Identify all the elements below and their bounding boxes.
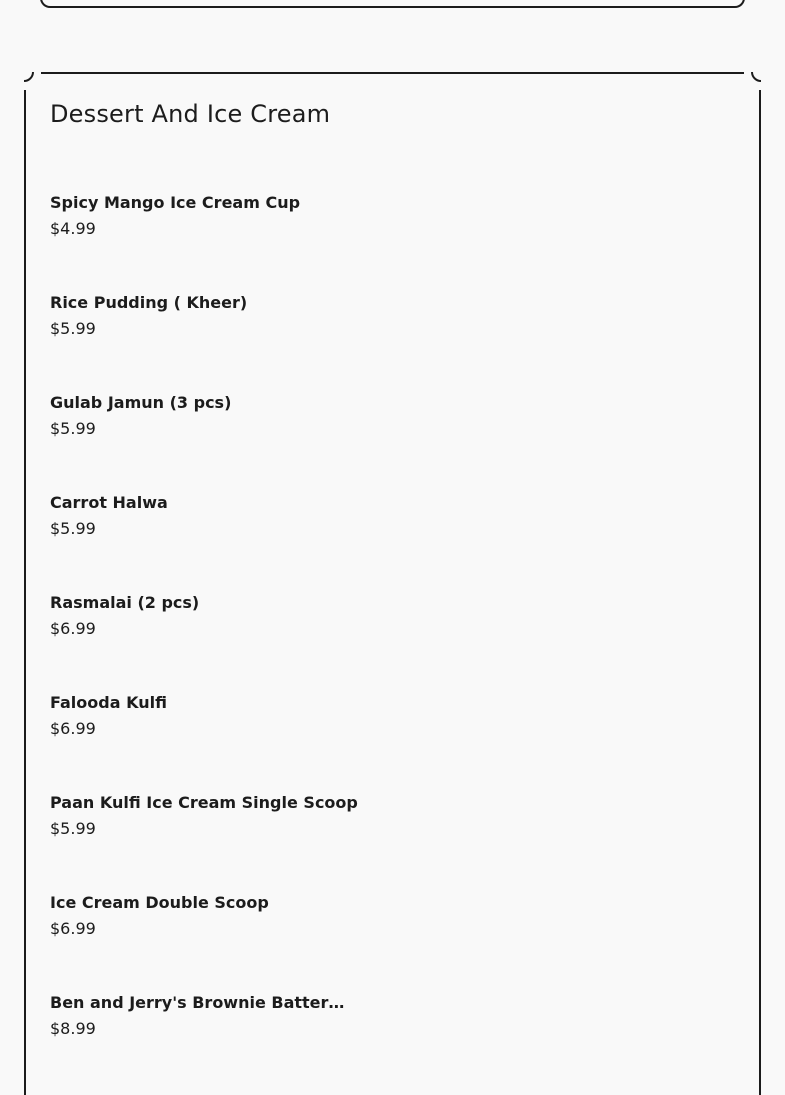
menu-item[interactable]: [50, 392, 730, 492]
dessert-section-card: [24, 72, 761, 1095]
item-name: Carrot Halwa: [50, 493, 168, 512]
item-price: $5.99: [50, 319, 96, 338]
item-price: $6.99: [50, 719, 96, 738]
menu-item[interactable]: [50, 292, 730, 392]
item-price: $6.99: [50, 919, 96, 938]
item-name: Ben and Jerry's Brownie Batter…: [50, 993, 345, 1012]
item-name: Ice Cream Double Scoop: [50, 893, 269, 912]
item-price: $5.99: [50, 819, 96, 838]
card-top-border: [41, 72, 744, 74]
menu-item[interactable]: [50, 792, 730, 892]
menu-item[interactable]: [50, 592, 730, 692]
section-title: Dessert And Ice Cream: [50, 100, 331, 128]
item-price: $5.99: [50, 419, 96, 438]
item-name: Spicy Mango Ice Cream Cup: [50, 193, 301, 212]
item-name: Falooda Kulfi: [50, 693, 167, 712]
item-name: Rasmalai (2 pcs): [50, 593, 200, 612]
menu-item-list: [50, 192, 730, 1092]
menu-item[interactable]: [50, 992, 730, 1092]
previous-section-card: [40, 0, 745, 8]
item-price: $6.99: [50, 619, 96, 638]
card-corner-left: [14, 62, 34, 82]
item-name: Gulab Jamun (3 pcs): [50, 393, 232, 412]
item-name: Paan Kulfi Ice Cream Single Scoop: [50, 793, 358, 812]
item-price: $5.99: [50, 519, 96, 538]
item-name: Rice Pudding ( Kheer): [50, 293, 248, 312]
menu-item[interactable]: [50, 692, 730, 792]
menu-item[interactable]: [50, 492, 730, 592]
item-price: $4.99: [50, 219, 96, 238]
menu-item[interactable]: [50, 192, 730, 292]
menu-item[interactable]: [50, 892, 730, 992]
item-price: $8.99: [50, 1019, 96, 1038]
